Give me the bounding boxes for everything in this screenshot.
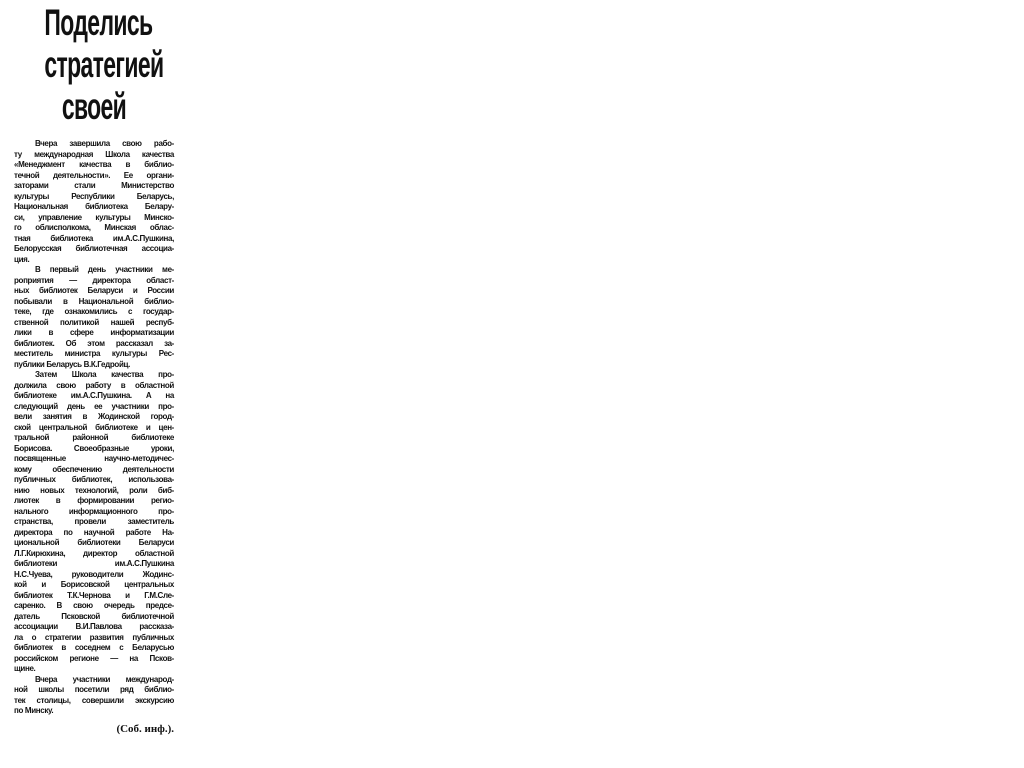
paragraph-line: «Менеджмент качества в библио- xyxy=(14,160,174,169)
paragraph-line: Л.Г.Кирюхина, директор областной xyxy=(14,548,174,558)
paragraph-line: по Минску. xyxy=(14,706,54,715)
paragraph-line: си, управление культуры Минско- xyxy=(14,212,174,222)
paragraph-line: ассоциации В.И.Павлова рассказа- xyxy=(14,622,174,631)
paragraph-line: библиотек Т.К.Чернова и Г.М.Сле- xyxy=(14,590,174,600)
paragraph-line: роприятия — директора област- xyxy=(14,275,174,285)
paragraph-line: саренко. В свою очередь предсе- xyxy=(14,601,174,610)
paragraph-line: ственной политикой нашей респуб- xyxy=(14,317,174,327)
headline-line: Поделись xyxy=(44,2,153,43)
headline-line: своей xyxy=(61,86,127,127)
article-paragraph xyxy=(14,139,174,265)
paragraph-line: директора по научной работе На- xyxy=(14,527,174,537)
paragraph-line: побывали в Национальной библио- xyxy=(14,296,174,306)
paragraph-line: Н.С.Чуева, руководители Жодинс- xyxy=(14,569,174,579)
paragraph-line: ту международная Школа качества xyxy=(14,149,174,159)
paragraph-line: меститель министра культуры Рес- xyxy=(14,349,174,358)
paragraph-line: течной деятельности». Ее органи- xyxy=(14,170,174,180)
paragraph-line: библиотеке им.А.С.Пушкина. А на xyxy=(14,391,174,400)
paragraph-line: ской центральной библиотеке и цен- xyxy=(14,422,174,432)
paragraph-line: Вчера завершила свою рабо- xyxy=(35,139,174,148)
paragraph-line: должила свою работу в областной xyxy=(14,380,174,390)
paragraph-line: российском регионе — на Псков- xyxy=(14,653,174,663)
paragraph-line: лиотек в формировании регио- xyxy=(14,496,174,505)
paragraph-line: ных библиотек Беларуси и России xyxy=(14,286,174,295)
article-column xyxy=(14,2,174,736)
paragraph-line: лики в сфере информатизации xyxy=(14,328,174,337)
paragraph-line: Белорусская библиотечная ассоциа- xyxy=(14,244,174,253)
paragraph-line: заторами стали Министерство xyxy=(14,181,174,190)
paragraph-line: В первый день участники ме- xyxy=(35,265,174,274)
paragraph-line: вели занятия в Жодинской город- xyxy=(14,412,174,421)
paragraph-line: ной школы посетили ряд библио- xyxy=(14,685,174,694)
paragraph-line: Национальная библиотека Белару- xyxy=(14,202,174,211)
paragraph-line: тная библиотека им.А.С.Пушкина, xyxy=(14,233,174,243)
paragraph-line: следующий день ее участники про- xyxy=(14,401,174,411)
paragraph-line: нию новых технологий, роли биб- xyxy=(14,485,174,495)
paragraph-line: ция. xyxy=(14,254,30,264)
paragraph-line: щине. xyxy=(14,664,36,673)
paragraph-line: публичных библиотек, использова- xyxy=(14,475,174,484)
paragraph-line: библиотек в соседнем с Беларусью xyxy=(14,643,174,652)
article-paragraph xyxy=(14,265,174,370)
article-body xyxy=(14,139,174,717)
paragraph-line: ла о стратегии развития публичных xyxy=(14,632,174,642)
article-headline xyxy=(14,2,174,128)
article-paragraph xyxy=(14,675,174,717)
paragraph-line: Вчера участники международ- xyxy=(35,674,174,684)
paragraph-line: датель Псковской библиотечной xyxy=(14,611,174,621)
paragraph-line: тек столицы, совершили экскурсию xyxy=(14,695,174,705)
paragraph-line: Затем Школа качества про- xyxy=(35,370,174,379)
paragraph-line: библиотеки им.А.С.Пушкина xyxy=(14,559,174,568)
paragraph-line: циональной библиотеки Беларуси xyxy=(14,538,174,547)
paragraph-line: Борисова. Своеобразные уроки, xyxy=(14,443,174,453)
paragraph-line: тральной районной библиотеке xyxy=(14,433,174,442)
paragraph-line: кому обеспечению деятельности xyxy=(14,464,174,474)
paragraph-line: теке, где ознакомились с государ- xyxy=(14,307,174,316)
article-source: (Соб. инф.). xyxy=(116,722,174,735)
article-paragraph xyxy=(14,370,174,675)
paragraph-line: культуры Республики Беларусь, xyxy=(14,191,174,201)
paragraph-line: кой и Борисовской центральных xyxy=(14,580,174,589)
paragraph-line: странства, провели заместитель xyxy=(14,517,174,526)
paragraph-line: публики Беларусь В.К.Гедройц. xyxy=(14,359,130,369)
paragraph-line: го облисполкома, Минская облас- xyxy=(14,223,174,232)
paragraph-line: библиотек. Об этом рассказал за- xyxy=(14,338,174,348)
paragraph-line: нального информационного про- xyxy=(14,506,174,516)
paragraph-line: посвященные научно-методичес- xyxy=(14,454,174,463)
headline-line: стратегией xyxy=(44,44,164,85)
